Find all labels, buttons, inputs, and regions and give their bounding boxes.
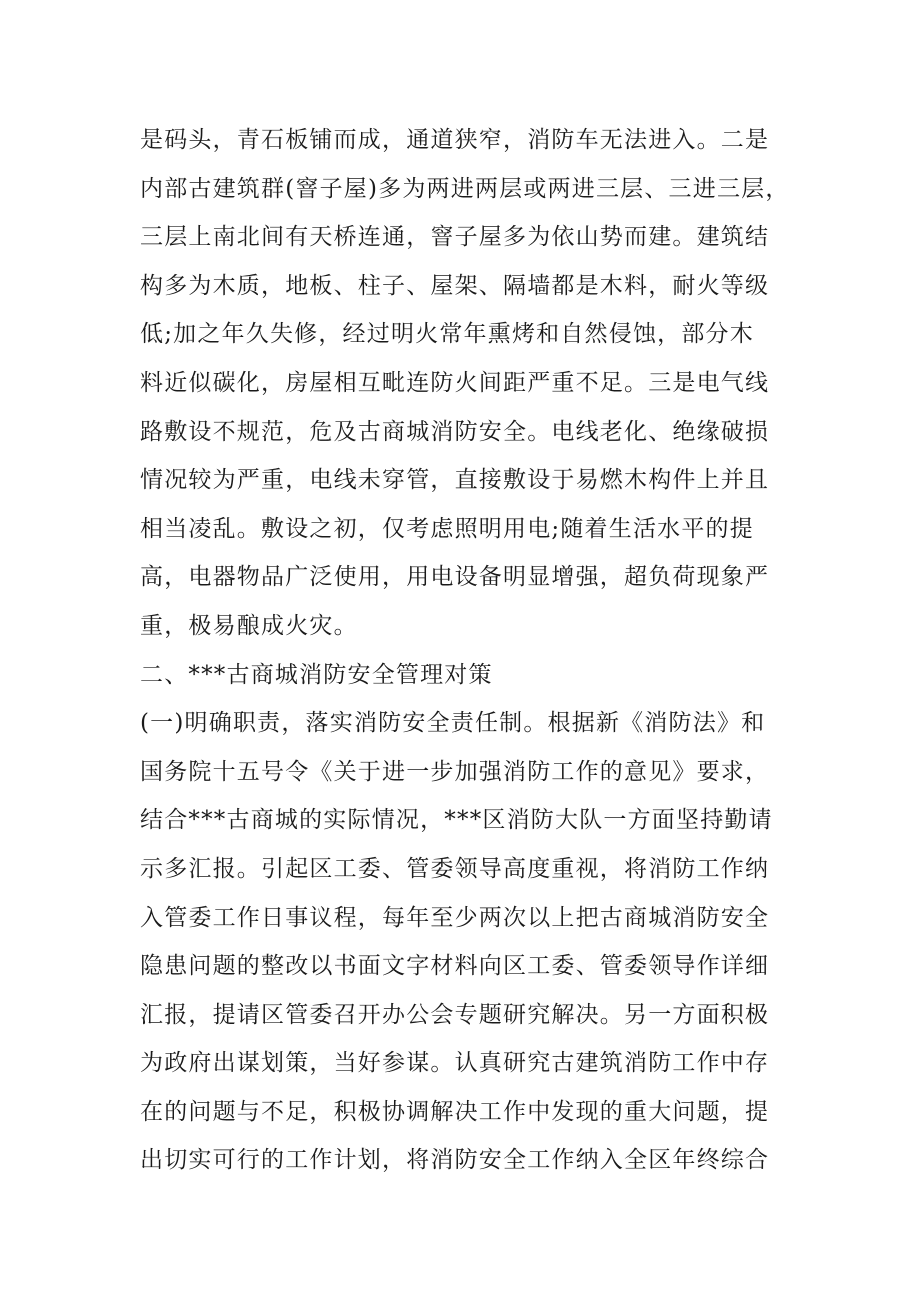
text-line: 构多为木质，地板、柱子、屋架、隔墙都是木料，耐火等级 (140, 272, 770, 299)
text-line: 国务院十五号令《关于进一步加强消防工作的意见》要求， (140, 758, 770, 785)
text-line: 相当凌乱。敷设之初，仅考虑照明用电;随着生活水平的提 (140, 515, 754, 542)
text-line: 出切实可行的工作计划，将消防安全工作纳入全区年终综合 (140, 1147, 770, 1174)
text-line: 入管委工作日事议程，每年至少两次以上把古商城消防安全 (140, 904, 770, 931)
text-line: 路敷设不规范，危及古商城消防安全。电线老化、绝缘破损 (140, 418, 770, 445)
text-line: 汇报，提请区管委召开办公会专题研究解决。另一方面积极 (140, 1001, 770, 1028)
text-line: 料近似碳化，房屋相互毗连防火间距严重不足。三是电气线 (140, 369, 770, 396)
text-line: 内部古建筑群(窨子屋)多为两进两层或两进三层、三进三层， (140, 175, 790, 202)
text-line: 是码头，青石板铺而成，通道狭窄，消防车无法进入。二是 (140, 127, 770, 153)
section-heading: 二、***古商城消防安全管理对策 (140, 661, 493, 688)
text-line: 为政府出谋划策，当好参谋。认真研究古建筑消防工作中存 (140, 1050, 770, 1077)
text-line: 结合***古商城的实际情况，***区消防大队一方面坚持勤请 (140, 807, 773, 834)
text-line: 重，极易酿成火灾。 (140, 612, 358, 639)
text-line: 三层上南北间有天桥连通，窨子屋多为依山势而建。建筑结 (140, 224, 770, 251)
document-body (140, 116, 790, 1185)
text-line: 情况较为严重，电线未穿管，直接敷设于易燃木构件上并且 (140, 467, 770, 494)
text-line: 隐患问题的整改以书面文字材料向区工委、管委领导作详细 (140, 953, 770, 980)
text-line: 示多汇报。引起区工委、管委领导高度重视，将消防工作纳 (140, 855, 770, 882)
text-line: 低;加之年久失修，经过明火常年熏烤和自然侵蚀，部分木 (140, 321, 754, 348)
text-line: (一)明确职责，落实消防安全责任制。根据新《消防法》和 (140, 710, 766, 737)
text-line: 高，电器物品广泛使用，用电设备明显增强，超负荷现象严 (140, 564, 770, 591)
text-line: 在的问题与不足，积极协调解决工作中发现的重大问题，提 (140, 1098, 770, 1125)
